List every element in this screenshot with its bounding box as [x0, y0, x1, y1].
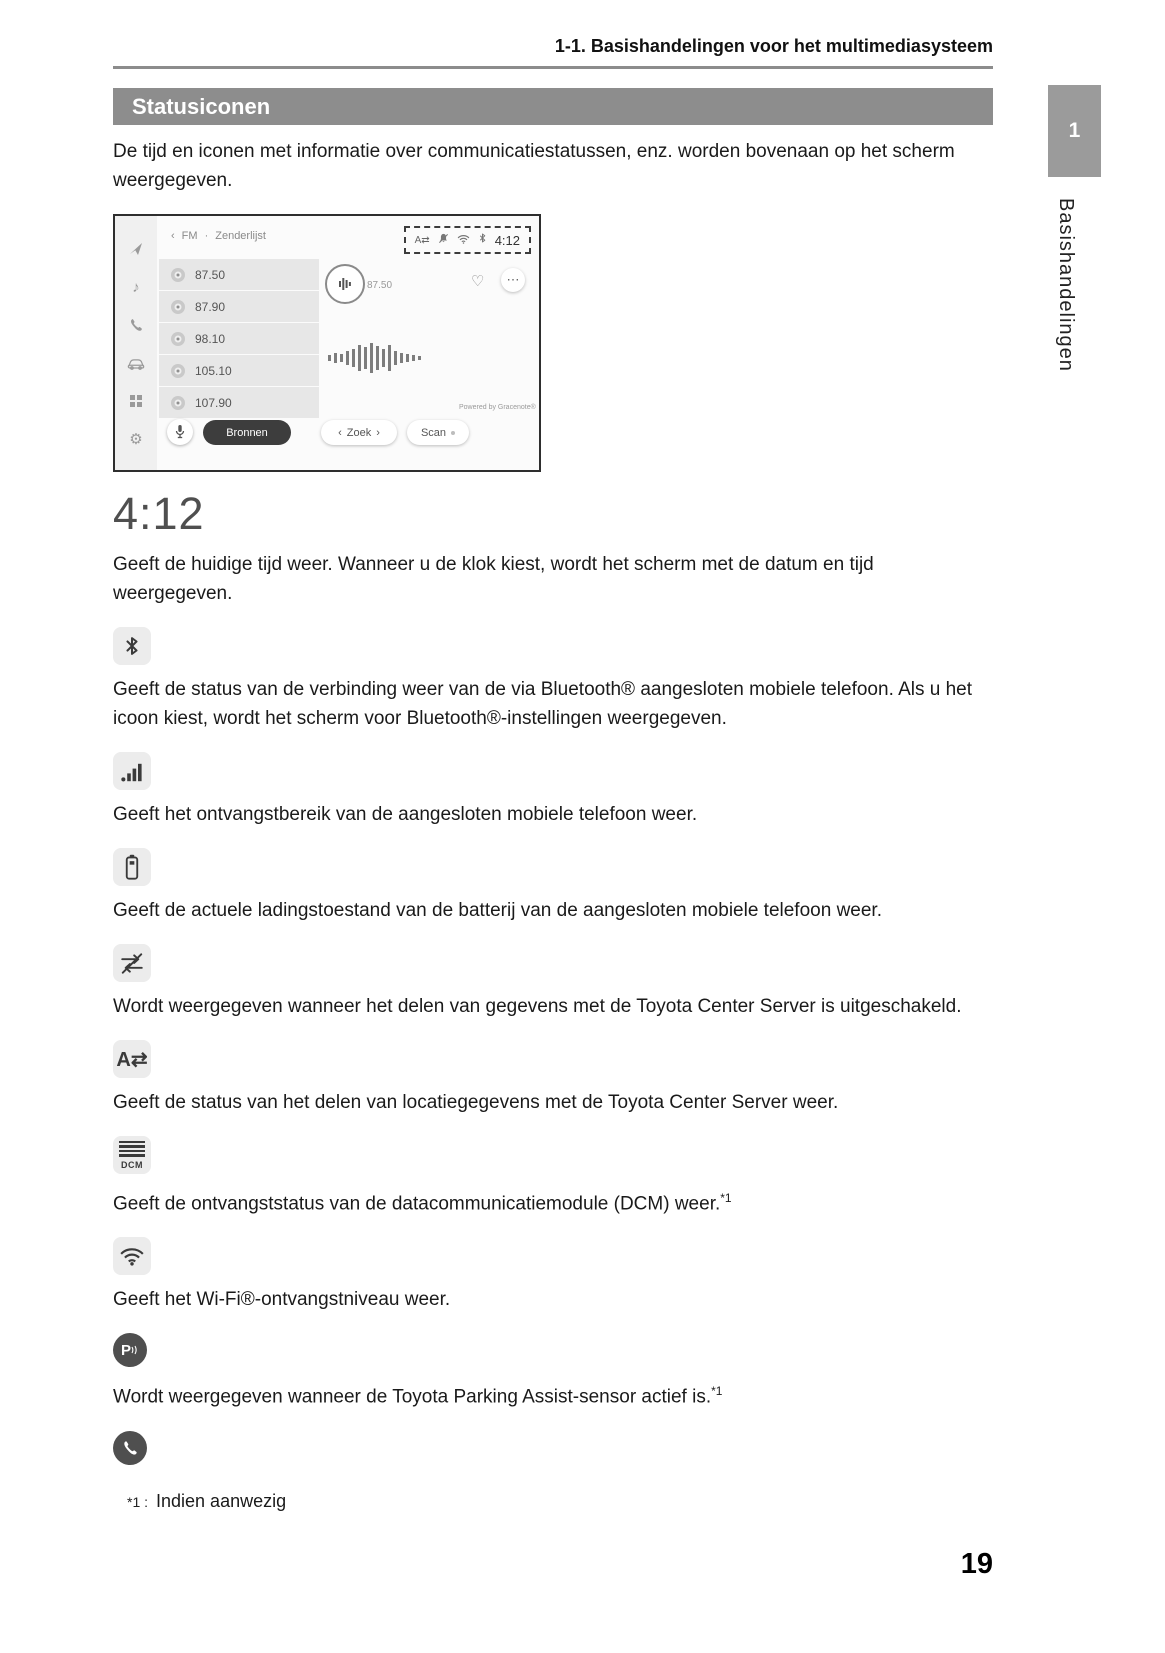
more-button — [501, 268, 525, 292]
wifi-status-icon — [457, 231, 470, 249]
signal-strength-icon — [113, 752, 151, 790]
time-description: Geeft de huidige tijd weer. Wanneer u de klok kiest, wordt het scherm met de datum en tijd weergegeven. — [113, 554, 874, 604]
back-icon: ‹ — [171, 230, 175, 242]
screen-title: Zenderlijst — [215, 230, 266, 242]
dot-separator: · — [204, 230, 209, 242]
equalizer-icon — [335, 274, 355, 294]
parking-glyph: P — [120, 1341, 131, 1359]
parking-description: Wordt weergegeven wanneer de Toyota Parking Assist-sensor actief is.$^{*1}$ — [113, 1384, 723, 1408]
powered-by-label: Powered by Gracenote® — [459, 404, 536, 411]
navigation-icon — [129, 230, 143, 268]
sensor-waves-icon — [131, 1345, 139, 1355]
battery-description: Geeft de actuele ladingstoestand van de batterij van de aangesloten mobiele telefoon weer. — [113, 900, 882, 921]
station-row — [159, 291, 319, 322]
mic-button — [167, 419, 193, 445]
now-playing-circle — [325, 264, 365, 304]
wifi-icon — [113, 1237, 151, 1275]
microphone-icon — [174, 424, 186, 440]
section-title-bar — [113, 88, 993, 125]
footnote — [113, 1491, 993, 1512]
dcm-label: DCM — [121, 1159, 143, 1170]
time-display: 4:12 — [113, 488, 205, 539]
chapter-tab — [1048, 85, 1101, 177]
status-icon-cluster — [404, 226, 531, 254]
chevron-left-icon: ‹ — [338, 426, 342, 439]
zoek-label: Zoek — [346, 426, 372, 439]
music-icon: ♪ — [132, 278, 140, 296]
chapter-side-label: Basishandelingen — [1055, 198, 1077, 372]
bluetooth-icon — [113, 627, 151, 665]
data-sharing-description: Wordt weergegeven wanneer het delen van gegevens met de Toyota Center Server is uitgeschakeld. — [113, 996, 962, 1017]
station-row — [159, 387, 319, 418]
chevron-right-icon: › — [376, 426, 380, 439]
screenshot-sidebar — [115, 216, 157, 470]
now-playing-frequency: 87.50 — [367, 280, 393, 291]
bluetooth-description: Geeft de status van de verbinding weer van de via Bluetooth® aangesloten mobiele telefoon. Als u het icoon kiest, wordt het scherm voor Bluetooth®-instellingen weergegeven. — [113, 679, 973, 729]
page-header: 1-1. Basishandelingen voor het multimediasysteem — [554, 36, 993, 56]
dcm-icon — [113, 1136, 151, 1174]
page-number: 19 — [960, 1548, 993, 1580]
apps-grid-icon — [130, 382, 142, 420]
status-clock: 4:12 — [494, 232, 520, 248]
station-icon — [170, 395, 186, 411]
footnote-text: Indien aanwezig — [156, 1490, 287, 1511]
scan-label: Scan — [420, 426, 447, 439]
dcm-description: Geeft de ontvangststatus van de datacommunicatiemodule (DCM) weer.$^{*1}$ — [113, 1191, 732, 1215]
station-row — [159, 323, 319, 354]
station-frequency: 87.90 — [195, 299, 226, 314]
settings-gear-icon: ⚙ — [129, 431, 143, 448]
location-sharing-status-icon: A⇄ — [414, 234, 430, 246]
station-list — [159, 259, 319, 419]
wifi-description: Geeft het Wi-Fi®-ontvangstniveau weer. — [113, 1289, 451, 1311]
battery-icon — [113, 848, 151, 886]
dcm-signal-lines — [119, 1141, 145, 1157]
footnote-ref: *1 — [711, 1384, 723, 1399]
station-icon — [170, 363, 186, 379]
waveform-visual — [321, 338, 431, 383]
chapter-number: 1 — [1068, 119, 1081, 142]
signal-description: Geeft het ontvangstbereik van de aangesloten mobiele telefoon weer. — [113, 804, 698, 825]
phone-rail-icon — [129, 306, 143, 344]
notifications-off-icon — [438, 231, 449, 249]
scan-button — [407, 420, 469, 445]
station-frequency: 87.50 — [195, 267, 226, 282]
source-label: FM — [181, 230, 198, 242]
section-title: Statusiconen — [132, 94, 271, 119]
scan-dot — [451, 431, 455, 435]
location-sharing-glyph: A⇄ — [116, 1048, 148, 1071]
car-icon — [127, 344, 145, 382]
station-frequency: 98.10 — [195, 331, 226, 346]
intro-text: De tijd en iconen met informatie over communicatiestatussen, enz. worden bovenaan op het scherm weergegeven. — [113, 141, 955, 191]
parking-sensor-icon — [113, 1333, 147, 1367]
multimedia-screenshot — [113, 214, 541, 472]
ellipsis-icon: ⋯ — [506, 272, 520, 287]
screenshot-topbar — [171, 230, 266, 242]
station-icon — [170, 299, 186, 315]
station-frequency: 107.90 — [195, 395, 232, 410]
favorite-icon: ♡ — [471, 273, 485, 290]
station-frequency: 105.10 — [195, 363, 232, 378]
station-row — [159, 259, 319, 290]
bronnen-button — [203, 420, 291, 445]
bluetooth-status-icon — [478, 231, 487, 249]
bronnen-label: Bronnen — [226, 426, 268, 439]
data-sharing-off-icon — [113, 944, 151, 982]
footnote-marker: *1 : — [127, 1493, 149, 1510]
phone-icon — [113, 1431, 147, 1465]
station-row — [159, 355, 319, 386]
station-icon — [170, 267, 186, 283]
zoek-button — [321, 420, 397, 445]
header-divider — [113, 66, 993, 69]
location-sharing-description: Geeft de status van het delen van locatiegegevens met de Toyota Center Server weer. — [113, 1092, 839, 1113]
location-sharing-icon — [113, 1040, 151, 1078]
station-icon — [170, 331, 186, 347]
footnote-ref: *1 — [720, 1191, 732, 1205]
